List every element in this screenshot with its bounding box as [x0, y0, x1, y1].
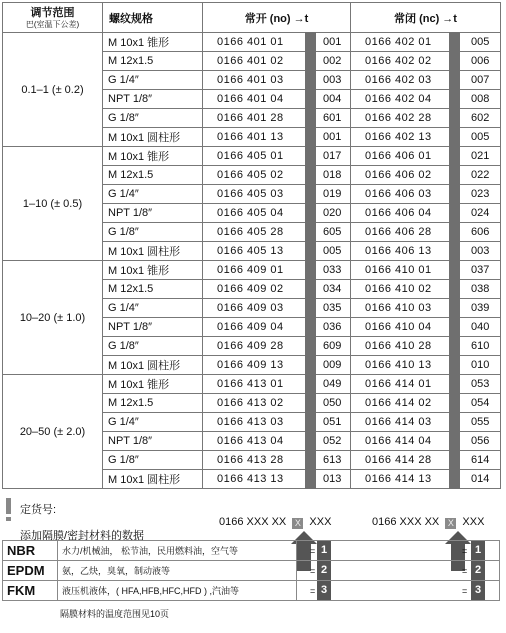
nc-part-number: 0166 414 04 [365, 435, 432, 447]
nc-suffix: 037 [471, 264, 490, 276]
material-slot-bar [449, 222, 460, 242]
thread-cell: G 1/8″ [103, 223, 203, 242]
nc-part-number: 0166 414 28 [365, 454, 432, 466]
nc-code-cell [351, 394, 501, 413]
material-slot-bar [305, 431, 316, 451]
no-suffix: 601 [323, 112, 342, 124]
material-slot-bar [449, 32, 460, 52]
material-code-number: 3 [471, 581, 485, 600]
no-code-cell [203, 451, 351, 470]
material-slot-bar [305, 222, 316, 242]
no-code-cell [203, 166, 351, 185]
no-code-cell [203, 109, 351, 128]
material-code-cell [297, 581, 500, 601]
no-suffix: 003 [323, 74, 342, 86]
thread-cell: M 10x1 锥形 [103, 261, 203, 280]
nc-part-number: 0166 406 13 [365, 245, 432, 257]
nc-suffix: 014 [471, 473, 490, 485]
nc-code-cell [351, 280, 501, 299]
nc-suffix: 007 [471, 74, 490, 86]
material-slot-bar [305, 146, 316, 166]
no-suffix: 052 [323, 435, 342, 447]
material-slot-bar [449, 393, 460, 413]
material-slot-bar [305, 336, 316, 356]
thread-cell: NPT 1/8″ [103, 318, 203, 337]
nc-code-cell [351, 90, 501, 109]
nc-part-number: 0166 406 03 [365, 188, 432, 200]
table-row [3, 147, 501, 166]
nc-suffix: 606 [471, 226, 490, 238]
no-suffix: 005 [323, 245, 342, 257]
footer-note: 隔膜材料的温度范围见10页 [60, 609, 170, 619]
no-code-cell [203, 337, 351, 356]
nc-suffix: 614 [471, 454, 490, 466]
material-slot-bar [305, 165, 316, 185]
nc-code-cell [351, 109, 501, 128]
no-code-cell [203, 52, 351, 71]
no-part-number: 0166 413 01 [217, 378, 284, 390]
no-code-cell [203, 394, 351, 413]
nc-part-number: 0166 410 01 [365, 264, 432, 276]
order-number-label: 定货号: [20, 504, 57, 516]
no-suffix: 001 [323, 131, 342, 143]
nc-suffix: 053 [471, 378, 490, 390]
nc-part-number: 0166 406 04 [365, 207, 432, 219]
no-code-cell [203, 90, 351, 109]
material-slot-bar [305, 127, 316, 147]
exclamation-icon [6, 498, 11, 514]
exclamation-dot-icon [6, 517, 11, 521]
nc-part-number: 0166 402 28 [365, 112, 432, 124]
no-code-cell [203, 204, 351, 223]
nc-code-cell [351, 356, 501, 375]
nc-code-cell [351, 223, 501, 242]
no-part-number: 0166 405 28 [217, 226, 284, 238]
material-slot-bar [449, 260, 460, 280]
no-part-number: 0166 405 03 [217, 188, 284, 200]
material-slot-bar [305, 355, 316, 375]
no-suffix: 033 [323, 264, 342, 276]
nc-suffix: 602 [471, 112, 490, 124]
range-cell: 20–50 (± 2.0) [3, 375, 103, 489]
material-slot-bar [305, 450, 316, 470]
equals-sign: = [310, 565, 316, 576]
material-slot-bar [305, 203, 316, 223]
material-slot-bar [305, 184, 316, 204]
no-code-cell [203, 33, 351, 52]
no-suffix: 018 [323, 169, 342, 181]
material-description: 水力/机械油， 松节油，民用燃料油，空气等 [58, 541, 297, 561]
equals-sign: = [310, 585, 316, 596]
no-code-cell [203, 128, 351, 147]
nc-part-number: 0166 414 02 [365, 397, 432, 409]
nc-code-cell [351, 128, 501, 147]
material-slot-bar [449, 317, 460, 337]
material-slot-bar [305, 393, 316, 413]
thread-cell: G 1/4″ [103, 185, 203, 204]
material-slot-bar [449, 355, 460, 375]
nc-suffix: 040 [471, 321, 490, 333]
thread-cell: M 10x1 圆柱形 [103, 242, 203, 261]
no-code-cell [203, 470, 351, 489]
no-suffix: 020 [323, 207, 342, 219]
no-part-number: 0166 409 04 [217, 321, 284, 333]
no-part-number: 0166 405 02 [217, 169, 284, 181]
material-slot-bar [449, 70, 460, 90]
nc-suffix: 006 [471, 55, 490, 67]
header-normally-open: 常开 (no) →t [203, 3, 351, 33]
header-thread: 螺纹规格 [103, 3, 203, 33]
material-slot-bar [305, 374, 316, 394]
order-nc-code [372, 516, 484, 529]
material-slot-bar [449, 165, 460, 185]
thread-cell: G 1/8″ [103, 337, 203, 356]
no-code-cell [203, 261, 351, 280]
material-slot-bar [305, 317, 316, 337]
thread-cell: M 12x1.5 [103, 280, 203, 299]
range-cell: 0.1–1 (± 0.2) [3, 33, 103, 147]
thread-cell: M 10x1 圆柱形 [103, 470, 203, 489]
material-name: FKM [3, 581, 58, 601]
thread-cell: G 1/8″ [103, 109, 203, 128]
material-slot-bar [449, 450, 460, 470]
nc-suffix: 055 [471, 416, 490, 428]
thread-cell: M 10x1 锥形 [103, 375, 203, 394]
material-description: 液压机液体，( HFA,HFB,HFC,HFD ) ,汽油等 [58, 581, 297, 601]
order-note: 添加隔膜/密封材料的数据 [20, 530, 145, 542]
material-code-number: 2 [317, 561, 331, 580]
material-slot-bar [305, 412, 316, 432]
table-row [3, 33, 501, 52]
nc-part-number: 0166 410 28 [365, 340, 432, 352]
no-code-cell [203, 375, 351, 394]
no-code-cell [203, 356, 351, 375]
range-cell: 1–10 (± 0.5) [3, 147, 103, 261]
no-code-cell [203, 432, 351, 451]
nc-code-cell [351, 470, 501, 489]
no-suffix: 034 [323, 283, 342, 295]
material-row [3, 541, 500, 561]
material-code-cell [297, 541, 500, 561]
material-slot-bar [305, 241, 316, 261]
order-no-pn: 0166 XXX XX [219, 516, 287, 528]
material-slot-bar [449, 146, 460, 166]
nc-part-number: 0166 414 01 [365, 378, 432, 390]
no-part-number: 0166 401 01 [217, 36, 284, 48]
nc-code-cell [351, 337, 501, 356]
no-part-number: 0166 405 01 [217, 150, 284, 162]
no-part-number: 0166 401 04 [217, 93, 284, 105]
nc-suffix: 005 [471, 131, 490, 143]
thread-cell: G 1/8″ [103, 451, 203, 470]
material-description: 氨，乙炔，臭氧，制动液等 [58, 561, 297, 581]
no-part-number: 0166 409 13 [217, 359, 284, 371]
order-nc-material-box: X [445, 518, 456, 529]
nc-code-cell [351, 375, 501, 394]
material-slot-bar [305, 279, 316, 299]
no-part-number: 0166 405 04 [217, 207, 284, 219]
nc-code-cell [351, 71, 501, 90]
equals-sign: = [310, 545, 316, 556]
material-code-number: 3 [317, 581, 331, 600]
equals-sign: = [462, 585, 468, 596]
no-part-number: 0166 401 28 [217, 112, 284, 124]
order-nc-suffix: XXX [462, 516, 485, 528]
thread-cell: NPT 1/8″ [103, 204, 203, 223]
no-suffix: 049 [323, 378, 342, 390]
table-row [3, 375, 501, 394]
no-part-number: 0166 413 13 [217, 473, 284, 485]
header-range-title: 调节范围 [30, 6, 75, 19]
no-code-cell [203, 223, 351, 242]
no-part-number: 0166 413 02 [217, 397, 284, 409]
no-part-number: 0166 413 04 [217, 435, 284, 447]
nc-part-number: 0166 410 13 [365, 359, 432, 371]
no-code-cell [203, 185, 351, 204]
no-code-cell [203, 413, 351, 432]
material-name: EPDM [3, 561, 58, 581]
table-row [3, 261, 501, 280]
thread-cell: M 10x1 圆柱形 [103, 128, 203, 147]
material-code-number: 2 [471, 561, 485, 580]
nc-code-cell [351, 52, 501, 71]
nc-code-cell [351, 33, 501, 52]
thread-cell: M 12x1.5 [103, 394, 203, 413]
no-suffix: 001 [323, 36, 342, 48]
material-slot-bar [449, 298, 460, 318]
nc-code-cell [351, 432, 501, 451]
material-slot-bar [449, 241, 460, 261]
nc-part-number: 0166 402 01 [365, 36, 432, 48]
no-part-number: 0166 413 28 [217, 454, 284, 466]
no-suffix: 002 [323, 55, 342, 67]
nc-suffix: 021 [471, 150, 490, 162]
nc-suffix: 005 [471, 36, 490, 48]
thread-cell: G 1/4″ [103, 299, 203, 318]
nc-part-number: 0166 410 02 [365, 283, 432, 295]
material-slot-bar [449, 51, 460, 71]
nc-code-cell [351, 261, 501, 280]
material-row [3, 561, 500, 581]
range-cell: 10–20 (± 1.0) [3, 261, 103, 375]
nc-code-cell [351, 204, 501, 223]
material-slot-bar [449, 469, 460, 489]
material-slot-bar [449, 336, 460, 356]
nc-part-number: 0166 414 03 [365, 416, 432, 428]
nc-suffix: 010 [471, 359, 490, 371]
header-range-subtitle: 巴(室温下公差) [25, 19, 80, 29]
nc-suffix: 054 [471, 397, 490, 409]
nc-suffix: 056 [471, 435, 490, 447]
nc-suffix: 008 [471, 93, 490, 105]
no-part-number: 0166 409 02 [217, 283, 284, 295]
thread-cell: NPT 1/8″ [103, 432, 203, 451]
thread-cell: G 1/4″ [103, 413, 203, 432]
material-slot-bar [305, 298, 316, 318]
material-slot-bar [449, 279, 460, 299]
nc-code-cell [351, 413, 501, 432]
nc-suffix: 038 [471, 283, 490, 295]
no-suffix: 017 [323, 150, 342, 162]
no-part-number: 0166 413 03 [217, 416, 284, 428]
material-slot-bar [449, 412, 460, 432]
no-suffix: 035 [323, 302, 342, 314]
no-suffix: 013 [323, 473, 342, 485]
material-slot-bar [305, 108, 316, 128]
material-slot-bar [305, 469, 316, 489]
nc-part-number: 0166 406 02 [365, 169, 432, 181]
material-slot-bar [449, 431, 460, 451]
order-no-material-box: X [292, 518, 303, 529]
thread-cell: G 1/4″ [103, 71, 203, 90]
no-part-number: 0166 401 02 [217, 55, 284, 67]
no-suffix: 004 [323, 93, 342, 105]
material-slot-bar [449, 184, 460, 204]
part-number-table [2, 2, 501, 489]
material-slot-bar [449, 203, 460, 223]
no-code-cell [203, 71, 351, 90]
no-part-number: 0166 409 01 [217, 264, 284, 276]
no-suffix: 613 [323, 454, 342, 466]
no-suffix: 036 [323, 321, 342, 333]
nc-part-number: 0166 410 03 [365, 302, 432, 314]
material-slot-bar [305, 70, 316, 90]
material-slot-bar [305, 89, 316, 109]
nc-part-number: 0166 402 03 [365, 74, 432, 86]
nc-code-cell [351, 451, 501, 470]
no-part-number: 0166 409 28 [217, 340, 284, 352]
nc-part-number: 0166 406 28 [365, 226, 432, 238]
material-slot-bar [305, 260, 316, 280]
no-suffix: 009 [323, 359, 342, 371]
header-range [3, 3, 103, 33]
no-code-cell [203, 242, 351, 261]
nc-part-number: 0166 414 13 [365, 473, 432, 485]
no-suffix: 050 [323, 397, 342, 409]
nc-suffix: 610 [471, 340, 490, 352]
material-code-number: 1 [317, 541, 331, 560]
no-code-cell [203, 318, 351, 337]
material-code-cell [297, 561, 500, 581]
material-slot-bar [449, 127, 460, 147]
material-code-number: 1 [471, 541, 485, 560]
material-slot-bar [305, 51, 316, 71]
nc-suffix: 039 [471, 302, 490, 314]
order-no-code [219, 516, 331, 529]
thread-cell: M 10x1 圆柱形 [103, 356, 203, 375]
nc-part-number: 0166 402 04 [365, 93, 432, 105]
nc-code-cell [351, 147, 501, 166]
no-part-number: 0166 401 03 [217, 74, 284, 86]
no-suffix: 051 [323, 416, 342, 428]
header-normally-closed: 常闭 (nc) →t [351, 3, 501, 33]
no-code-cell [203, 299, 351, 318]
nc-code-cell [351, 299, 501, 318]
nc-code-cell [351, 318, 501, 337]
nc-suffix: 003 [471, 245, 490, 257]
no-code-cell [203, 280, 351, 299]
no-part-number: 0166 405 13 [217, 245, 284, 257]
no-suffix: 605 [323, 226, 342, 238]
material-table [2, 540, 500, 601]
thread-cell: M 10x1 锥形 [103, 33, 203, 52]
equals-sign: = [462, 565, 468, 576]
nc-code-cell [351, 166, 501, 185]
material-slot-bar [449, 108, 460, 128]
order-nc-pn: 0166 XXX XX [372, 516, 440, 528]
thread-cell: M 12x1.5 [103, 166, 203, 185]
material-slot-bar [449, 374, 460, 394]
no-suffix: 609 [323, 340, 342, 352]
thread-cell: M 10x1 锥形 [103, 147, 203, 166]
equals-sign: = [462, 545, 468, 556]
no-part-number: 0166 409 03 [217, 302, 284, 314]
nc-part-number: 0166 410 04 [365, 321, 432, 333]
nc-code-cell [351, 242, 501, 261]
nc-part-number: 0166 406 01 [365, 150, 432, 162]
nc-part-number: 0166 402 13 [365, 131, 432, 143]
nc-suffix: 022 [471, 169, 490, 181]
order-no-suffix: XXX [309, 516, 332, 528]
nc-suffix: 023 [471, 188, 490, 200]
table-header-row [3, 3, 501, 33]
material-row [3, 581, 500, 601]
thread-cell: NPT 1/8″ [103, 90, 203, 109]
material-slot-bar [449, 89, 460, 109]
no-part-number: 0166 401 13 [217, 131, 284, 143]
nc-suffix: 024 [471, 207, 490, 219]
material-name: NBR [3, 541, 58, 561]
thread-cell: M 12x1.5 [103, 52, 203, 71]
nc-part-number: 0166 402 02 [365, 55, 432, 67]
no-suffix: 019 [323, 188, 342, 200]
no-code-cell [203, 147, 351, 166]
material-slot-bar [305, 32, 316, 52]
nc-code-cell [351, 185, 501, 204]
